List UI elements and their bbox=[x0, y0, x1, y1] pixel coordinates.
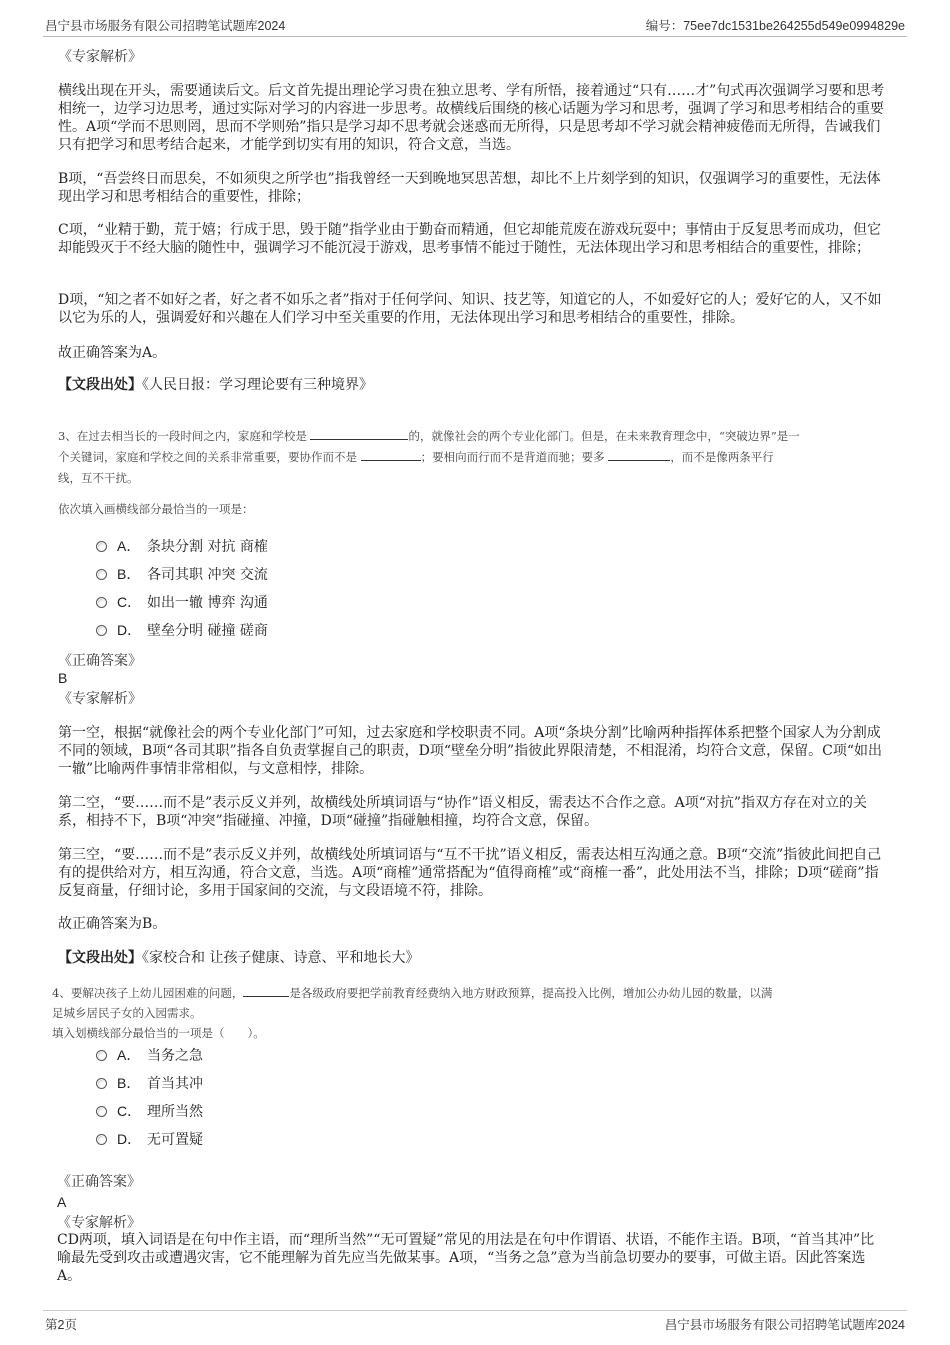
radio-icon[interactable] bbox=[96, 1050, 107, 1061]
radio-icon[interactable] bbox=[96, 1078, 107, 1089]
q4-stem-part: 足城乡居民子女的入园需求。 bbox=[52, 1006, 202, 1020]
q3-answer: B bbox=[58, 670, 68, 686]
q4-stem bbox=[52, 983, 892, 1043]
q3-blank-1 bbox=[310, 426, 408, 440]
q3-prompt: 依次填入画横线部分最恰当的一项是： bbox=[58, 502, 254, 516]
q4-option-d[interactable] bbox=[96, 1129, 203, 1150]
radio-icon[interactable] bbox=[96, 625, 107, 636]
option-key: D． bbox=[117, 622, 142, 638]
q3-stem-part: ；要相向而行而不是背道而驰；要多 bbox=[420, 450, 605, 464]
header-doc-id: 编号：75ee7dc1531be264255d549e0994829e bbox=[645, 19, 905, 33]
page-footer bbox=[43, 1310, 907, 1333]
option-text: 当务之急 bbox=[147, 1048, 203, 1064]
q3-option-d[interactable] bbox=[96, 620, 268, 641]
q3-stem-part: 3、在过去相当长的一段时间之内，家庭和学校是 bbox=[58, 429, 307, 443]
option-key: C． bbox=[117, 594, 142, 610]
q2-analysis-paragraph-a: 横线出现在开头，需要通读后文。后文首先提出理论学习贵在独立思考、学有所悟，接着通过“只有……才”句式再次强调学习要和思考相统一，边学习边思考，通过实际对学习的内容进一步思考。故横线后围绕的核心话题为学习和思考，强调了学习和思考相结合的重要性。A项“学而不思则罔，思而不学则殆”指只是学习却不思考就会迷惑而无所得，只是思考却不学习就会精神疲倦而无所得，告诫我们只有把学习和思考结合起来，才能学到切实有用的知识，符合文意，当选。 bbox=[58, 83, 885, 153]
q3-source bbox=[58, 948, 888, 968]
option-key: B． bbox=[117, 1075, 141, 1091]
q4-option-b[interactable] bbox=[96, 1073, 203, 1094]
footer-page-number: 第2页 bbox=[45, 1318, 77, 1332]
header-title: 昌宁县市场服务有限公司招聘笔试题库2024 bbox=[45, 19, 286, 33]
q2-conclusion: 故正确答案为A。 bbox=[58, 345, 167, 361]
q2-source bbox=[58, 375, 888, 395]
option-key: C． bbox=[117, 1103, 142, 1119]
option-text: 如出一辙 博弈 沟通 bbox=[147, 595, 268, 611]
q4-analysis-label: 《专家解析》 bbox=[57, 1215, 141, 1231]
q3-analysis-paragraph-3: 第三空，“要……而不是”表示反义并列，故横线处所填词语与“互不干扰”语义相反，需表达相互沟通之意。B项“交流”指彼此间把自己有的提供给对方，相互沟通，符合文意，当选。A项“商榷”通常搭配为“值得商榷”或“商榷一番”，此处用法不当，排除；D项“磋商”指反复商量，仔细讨论，多用于国家间的交流，与文段语境不符，排除。 bbox=[58, 847, 882, 899]
q4-stem-part: 是各级政府要把学前教育经费纳入地方财政预算，提高投入比例，增加公办幼儿园的数量，以满 bbox=[289, 986, 773, 1000]
radio-icon[interactable] bbox=[96, 541, 107, 552]
q2-analysis-paragraph-c: C项，“业精于勤，荒于嬉；行成于思，毁于随”指学业由于勤奋而精通，但它却能荒废在游戏玩耍中；事情由于反复思考而成功，但它却能毁灭于不经大脑的随性中，强调学习不能沉浸于游戏，思考事情不能过于随性，无法体现出学习和思考相结合的重要性，排除； bbox=[58, 222, 882, 256]
q2-source-tag: 【文段出处】 bbox=[58, 377, 142, 393]
option-text: 壁垒分明 碰撞 磋商 bbox=[147, 623, 268, 639]
q3-analysis-label: 《专家解析》 bbox=[58, 691, 142, 707]
q3-stem-part: 线，互不干扰。 bbox=[58, 471, 139, 485]
q2-analysis-label: 《专家解析》 bbox=[58, 49, 142, 65]
q3-stem-part: ，而不是像两条平行 bbox=[670, 450, 774, 464]
q4-prompt: 填入划横线部分最恰当的一项是（ ）。 bbox=[52, 1026, 265, 1040]
q3-blank-2 bbox=[361, 447, 421, 461]
q3-option-b[interactable] bbox=[96, 564, 268, 585]
q4-answer: A bbox=[57, 1194, 67, 1210]
q3-analysis-paragraph-1: 第一空，根据“就像社会的两个专业化部门”可知，过去家庭和学校职责不同。A项“条块分割”比喻两种指挥体系把整个国家人为分割成不同的领域，B项“各司其职”指各自负责掌握自己的职责，D项“壁垒分明”指彼此界限清楚，不相混淆，均符合文意，保留。C项“如出一辙”比喻两件事情非常相似，与文意相悖，排除。 bbox=[58, 725, 883, 777]
q2-source-title: 《人民日报：学习理论要有三种境界》 bbox=[142, 377, 373, 393]
q4-analysis: CD两项，填入词语是在句中作主语，而“理所当然”“无可置疑”常见的用法是在句中作谓语、状语，不能作主语。B项，“首当其冲”比喻最先受到攻击或遭遇灾害，它不能理解为首先应当先做某事。A项，“当务之急”意为当前急切要办的要事，可做主语。因此答案选A。 bbox=[57, 1232, 875, 1284]
q4-option-c[interactable] bbox=[96, 1101, 203, 1122]
q4-answer-label: 《正确答案》 bbox=[57, 1174, 141, 1190]
option-text: 首当其冲 bbox=[147, 1076, 203, 1092]
q3-stem-part: 的，就像社会的两个专业化部门。但是，在未来教育理念中，“突破边界”是一 bbox=[408, 429, 800, 443]
q3-source-tag: 【文段出处】 bbox=[58, 950, 142, 966]
option-key: B． bbox=[117, 566, 141, 582]
radio-icon[interactable] bbox=[96, 1106, 107, 1117]
option-text: 理所当然 bbox=[147, 1104, 203, 1120]
q3-conclusion: 故正确答案为B。 bbox=[58, 916, 167, 932]
option-text: 无可置疑 bbox=[147, 1132, 203, 1148]
option-text: 条块分割 对抗 商榷 bbox=[147, 539, 268, 555]
page-header bbox=[43, 14, 907, 37]
q3-stem bbox=[58, 426, 888, 489]
option-key: A． bbox=[117, 538, 141, 554]
option-key: A． bbox=[117, 1047, 141, 1063]
q3-blank-3 bbox=[608, 447, 670, 461]
footer-title: 昌宁县市场服务有限公司招聘笔试题库2024 bbox=[664, 1318, 905, 1332]
q4-option-a[interactable] bbox=[96, 1045, 203, 1066]
q3-source-title: 《家校合和 让孩子健康、诗意、平和地长大》 bbox=[142, 950, 420, 966]
q4-blank bbox=[243, 983, 289, 997]
q3-stem-part: 个关键词，家庭和学校之间的关系非常重要，要协作而不是 bbox=[58, 450, 357, 464]
q3-analysis-paragraph-2: 第二空，“要……而不是”表示反义并列，故横线处所填词语与“协作”语义相反，需表达不合作之意。A项“对抗”指双方存在对立的关系，相持不下，B项“冲突”指碰撞、冲撞，D项“碰撞”指碰触相撞，均符合文意，保留。 bbox=[58, 795, 868, 829]
q3-option-a[interactable] bbox=[96, 536, 268, 557]
radio-icon[interactable] bbox=[96, 597, 107, 608]
radio-icon[interactable] bbox=[96, 569, 107, 580]
q4-stem-part: 4、要解决孩子上幼儿园困难的问题， bbox=[52, 986, 244, 1000]
option-text: 各司其职 冲突 交流 bbox=[147, 567, 268, 583]
q3-answer-label: 《正确答案》 bbox=[58, 653, 142, 669]
q2-analysis-paragraph-d: D项，“知之者不如好之者，好之者不如乐之者”指对于任何学问、知识、技艺等，知道它的人，不如爱好它的人；爱好它的人，又不如以它为乐的人，强调爱好和兴趣在人们学习中至关重要的作用，无法体现出学习和思考相结合的重要性，排除。 bbox=[58, 292, 882, 326]
q3-option-c[interactable] bbox=[96, 592, 268, 613]
q2-analysis-paragraph-b: B项，“吾尝终日而思矣，不如须臾之所学也”指我曾经一天到晚地冥思苦想，却比不上片刻学到的知识，仅强调学习的重要性，无法体现出学习和思考相结合的重要性，排除； bbox=[58, 171, 881, 205]
option-key: D． bbox=[117, 1131, 142, 1147]
radio-icon[interactable] bbox=[96, 1134, 107, 1145]
